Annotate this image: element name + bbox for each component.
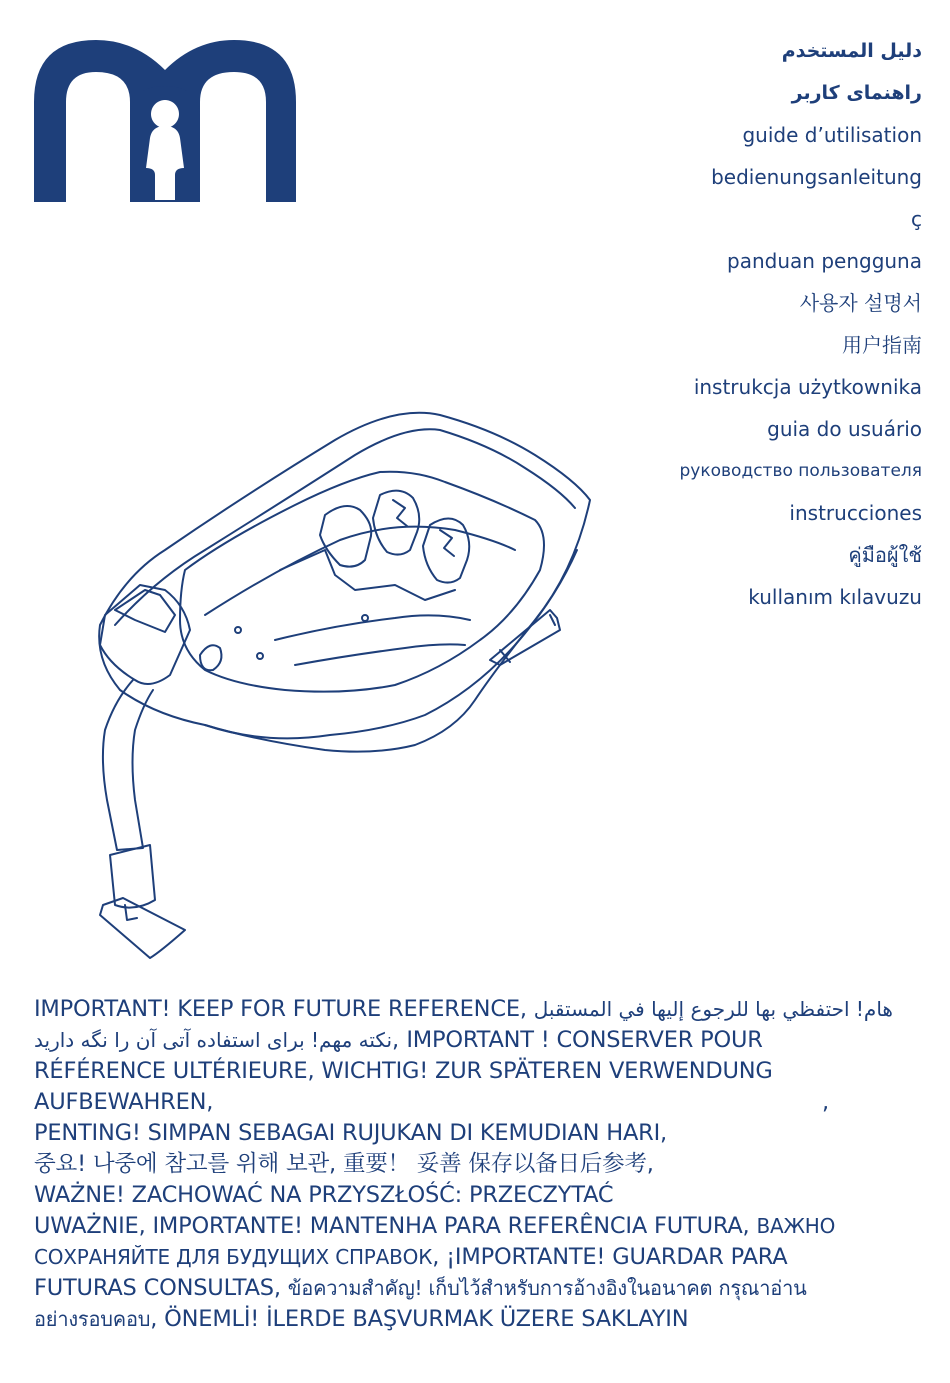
language-polish: instrukcja użytkownika	[693, 375, 922, 399]
support-leg-sleeve	[110, 845, 155, 908]
notice-line-2	[34, 1025, 924, 1056]
notice-text-ar: هام! احتفظي بها للرجوع إليها في المستقبل	[533, 997, 893, 1021]
notice-line-8	[34, 1211, 924, 1242]
screw-3	[257, 653, 263, 659]
language-arabic: دليل المستخدم	[781, 40, 922, 62]
latch-detail-1	[393, 500, 407, 526]
notice-text-ru-cont: СОХРАНЯЙТЕ ДЛЯ БУДУЩИХ СПРАВОК	[34, 1245, 433, 1269]
notice-text-pt: UWAŻNIE, IMPORTANTE! MANTENHA PARA REFERÊNCIA FUTURA,	[34, 1213, 757, 1239]
language-portuguese: guia do usuário	[767, 417, 922, 441]
language-russian: руководство пользователя	[679, 461, 922, 481]
language-german: bedienungsanleitung	[711, 165, 922, 189]
isofix-arm	[490, 610, 560, 665]
support-leg-foot	[100, 898, 185, 958]
screw-2	[235, 627, 241, 633]
base-shell-bottom-edge	[205, 550, 577, 738]
car-seat-base-illustration	[95, 400, 600, 960]
notice-line-3: RÉFÉRENCE ULTÉRIEURE, WICHTIG! ZUR SPÄTEREN VERWENDUNG	[34, 1058, 773, 1084]
notice-line-10	[34, 1273, 924, 1304]
screw-1	[362, 615, 368, 621]
latch-block	[280, 550, 455, 600]
language-unrendered: ç	[911, 207, 922, 231]
notice-line-9	[34, 1242, 924, 1273]
notice-text-es-end: FUTURAS CONSULTAS,	[34, 1275, 288, 1301]
language-turkish: kullanım kılavuzu	[748, 585, 922, 609]
base-inner-floor-line	[275, 615, 470, 640]
language-spanish: instrucciones	[789, 501, 922, 525]
latch-detail-2	[440, 530, 454, 556]
brand-logo	[34, 40, 296, 202]
important-notice	[34, 994, 924, 1335]
language-malay: panduan pengguna	[727, 249, 922, 273]
notice-line-1	[34, 994, 924, 1025]
notice-line-7: WAŻNE! ZACHOWAĆ NA PRZYSZŁOŚĆ: PRZECZYTAĆ	[34, 1182, 614, 1208]
base-shell-inner-rim	[115, 429, 575, 625]
notice-text-es: , ¡IMPORTANTE! GUARDAR PARA	[432, 1244, 788, 1270]
notice-text-en: IMPORTANT! KEEP FOR FUTURE REFERENCE,	[34, 996, 534, 1022]
support-leg	[103, 680, 153, 850]
front-handle-band	[115, 590, 175, 632]
notice-text-fa: نکته مهم! برای استفاده آتی آن را نگه دارید	[34, 1028, 393, 1052]
notice-line-6: 중요! 나중에 참고를 위해 보관, 重要！ 妥善 保存以备日后参考,	[34, 1151, 654, 1177]
base-inner-floor-line2	[295, 644, 465, 665]
notice-line-5: PENTING! SIMPAN SEBAGAI RUJUKAN DI KEMUDIAN HARI,	[34, 1120, 667, 1146]
notice-text-ru: ВАЖНО	[756, 1214, 836, 1238]
notice-text-th-end: อย่างรอบคอบ	[34, 1307, 151, 1331]
front-handle-knob	[200, 645, 221, 670]
language-persian: راهنمای کاربر	[791, 82, 922, 104]
language-french: guide d’utilisation	[742, 123, 922, 147]
language-korean: 사용자 설명서	[799, 291, 922, 315]
notice-text-de-end: AUFBEWAHREN,	[34, 1089, 214, 1115]
notice-comma: ,	[822, 1089, 829, 1115]
notice-line-4	[34, 1087, 924, 1118]
notice-text-fr: , IMPORTANT ! CONSERVER POUR	[392, 1027, 763, 1053]
notice-text-th: ข้อความสำคัญ! เก็บไว้สำหรับการอ้างอิงในอนาคต กรุณาอ่าน	[287, 1276, 807, 1300]
base-inner-tray	[180, 472, 544, 692]
latch-center	[373, 491, 419, 555]
notice-text-tr: , ÖNEMLİ! İLERDE BAŞVURMAK ÜZERE SAKLAYIN	[150, 1306, 689, 1332]
language-chinese: 用户指南	[842, 333, 922, 357]
notice-line-11	[34, 1304, 924, 1335]
language-thai: คู่มือผู้ใช้	[848, 543, 922, 567]
